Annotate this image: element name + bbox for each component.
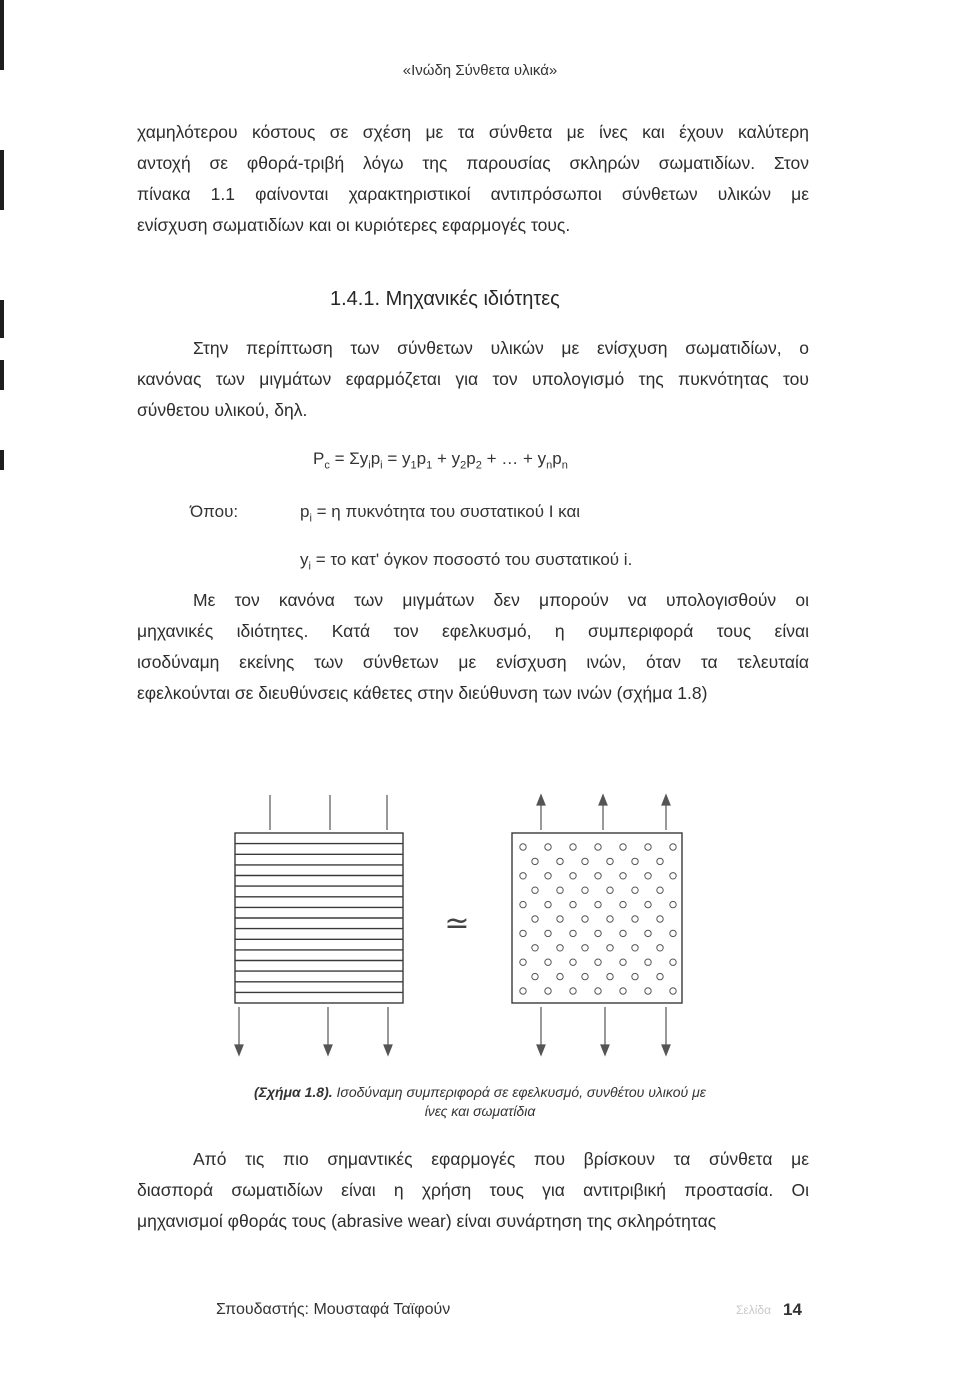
- particle: [545, 901, 551, 907]
- fiber-layers: [235, 844, 403, 993]
- applications-paragraph: [137, 1144, 809, 1237]
- particle: [670, 959, 676, 965]
- particle: [532, 916, 538, 922]
- text-line: πίνακα 1.1 φαίνονται χαρακτηριστικοί αντιπρόσωποι σύνθετων υλικών με: [137, 184, 809, 204]
- particle: [532, 887, 538, 893]
- arrow-head: [599, 795, 607, 805]
- particle: [520, 901, 526, 907]
- intro-paragraph: [137, 117, 809, 241]
- particle: [657, 945, 663, 951]
- text-line: Στην περίπτωση των σύνθετων υλικών με ενίσχυση σωματιδίων, ο: [193, 338, 809, 358]
- particle: [557, 887, 563, 893]
- particle: [557, 858, 563, 864]
- particle: [632, 887, 638, 893]
- particle: [632, 973, 638, 979]
- arrow-head: [235, 1045, 243, 1055]
- particle: [607, 916, 613, 922]
- section-title: Μηχανικές ιδιότητες: [385, 288, 560, 310]
- text-line: διασπορά σωματιδίων είναι η χρήση τους για αντιτριβική προστασία. Οι: [137, 1180, 809, 1200]
- arrow-head: [384, 1045, 392, 1055]
- particle: [545, 988, 551, 994]
- figure-1-8: [225, 785, 705, 1085]
- particle: [645, 988, 651, 994]
- particle: [545, 844, 551, 850]
- density-formula: $P_c = \Sigma y_ip_i = y_1p_1 + y_2p_2$ + … + $y_np_n$: [313, 449, 568, 472]
- footer-page-label: Σελίδα: [736, 1303, 772, 1317]
- volume-fraction-definition: $y_i = \tau o$ κατ' όγκον ποσοστό του συστατικού i.: [300, 550, 633, 573]
- particle: [570, 844, 576, 850]
- figure-caption: [190, 1083, 770, 1121]
- particle: [570, 988, 576, 994]
- particle: [582, 858, 588, 864]
- particle: [670, 873, 676, 879]
- arrow-head: [537, 795, 545, 805]
- running-header: «Ινώδη Σύνθετα υλικά»: [402, 62, 558, 79]
- particle: [570, 873, 576, 879]
- text-line: μηχανικές ιδιότητες. Κατά τον εφελκυσμό, η συμπεριφορά τους είναι: [137, 621, 809, 641]
- particle: [532, 945, 538, 951]
- particle: [620, 988, 626, 994]
- particle: [570, 901, 576, 907]
- particle: [670, 988, 676, 994]
- particle: [632, 916, 638, 922]
- particle: [532, 858, 538, 864]
- footer-author: Σπουδαστής: Μουσταφά Ταϊφούν: [216, 1301, 451, 1318]
- particle: [595, 930, 601, 936]
- particle: [620, 959, 626, 965]
- caption-label: (Σχήμα 1.8).: [254, 1084, 333, 1100]
- particle: [607, 858, 613, 864]
- particle: [582, 887, 588, 893]
- caption-line-2: ίνες και σωματίδια: [424, 1103, 536, 1119]
- particle: [657, 887, 663, 893]
- text-line: εφελκούνται σε διευθύνσεις κάθετες στην διεύθυνση των ινών (σχήμα 1.8): [137, 683, 708, 703]
- equivalence-symbol: ≃: [444, 906, 470, 941]
- particle: [670, 930, 676, 936]
- particle: [520, 959, 526, 965]
- particle: [607, 887, 613, 893]
- particle: [645, 873, 651, 879]
- particle: [545, 873, 551, 879]
- caption-line-1: Ισοδύναμη συμπεριφορά σε εφελκυσμό, συνθέτου υλικού με: [336, 1084, 706, 1100]
- section-number: 1.4.1.: [330, 288, 381, 310]
- particle: [595, 988, 601, 994]
- particle: [620, 901, 626, 907]
- particle: [520, 988, 526, 994]
- particle: [645, 844, 651, 850]
- particle: [620, 844, 626, 850]
- particle: [595, 844, 601, 850]
- particle: [607, 973, 613, 979]
- particle: [632, 858, 638, 864]
- particle: [570, 959, 576, 965]
- particle: [545, 930, 551, 936]
- particle: [545, 959, 551, 965]
- text-line: Από τις πιο σημαντικές εφαρμογές που βρίσκουν τα σύνθετα με: [193, 1149, 809, 1169]
- particle: [557, 945, 563, 951]
- particle: [520, 844, 526, 850]
- particle: [595, 873, 601, 879]
- particle: [570, 930, 576, 936]
- particle: [520, 930, 526, 936]
- particle: [657, 858, 663, 864]
- particle: [582, 945, 588, 951]
- density-paragraph: [137, 333, 809, 426]
- text-line: αντοχή σε φθορά-τριβή λόγω της παρουσίας σκληρών σωματιδίων. Στον: [137, 153, 809, 173]
- page-number: 14: [783, 1300, 802, 1319]
- text-line: χαμηλότερου κόστους σε σχέση με τα σύνθετα με ίνες και έχουν καλύτερη: [137, 122, 809, 142]
- where-label: Όπου:: [190, 502, 239, 521]
- particle: [632, 945, 638, 951]
- particle: [582, 973, 588, 979]
- text-line: ενίσχυση σωματιδίων και οι κυριότερες εφαρμογές τους.: [137, 215, 571, 235]
- particle: [532, 973, 538, 979]
- arrow-head: [324, 1045, 332, 1055]
- particle: [657, 916, 663, 922]
- particle: [645, 901, 651, 907]
- particle: [557, 916, 563, 922]
- text-line: ισοδύναμη εκείνης των σύνθετων με ενίσχυση ινών, όταν τα τελευταία: [137, 652, 809, 672]
- particle: [620, 930, 626, 936]
- particle: [620, 873, 626, 879]
- section-heading: [330, 288, 560, 311]
- text-line: μηχανισμοί φθοράς τους (abrasive wear) είναι συνάρτηση της σκληρότητας: [137, 1211, 717, 1231]
- mechanical-paragraph: [137, 585, 809, 709]
- particle: [595, 901, 601, 907]
- particle: [670, 844, 676, 850]
- text-line: σύνθετου υλικού, δηλ.: [137, 400, 308, 420]
- arrow-head: [662, 795, 670, 805]
- particle: [520, 873, 526, 879]
- scan-edge-marks: [0, 0, 10, 1396]
- particle: [657, 973, 663, 979]
- density-definition: $p_i = \eta$ πυκνότητα του συστατικού I και: [300, 502, 581, 525]
- particle: [645, 930, 651, 936]
- particle: [645, 959, 651, 965]
- figure-drawing: [225, 785, 705, 1085]
- particle: [557, 973, 563, 979]
- arrow-head: [537, 1045, 545, 1055]
- arrow-head: [662, 1045, 670, 1055]
- text-line: κανόνας των μιγμάτων εφαρμόζεται για τον υπολογισμό της πυκνότητας του: [137, 369, 809, 389]
- particle-dots: [520, 844, 676, 994]
- particle: [670, 901, 676, 907]
- particle: [582, 916, 588, 922]
- particle: [595, 959, 601, 965]
- text-line: Με τον κανόνα των μιγμάτων δεν μπορούν να υπολογισθούν οι: [193, 590, 809, 610]
- arrow-head: [601, 1045, 609, 1055]
- particle: [607, 945, 613, 951]
